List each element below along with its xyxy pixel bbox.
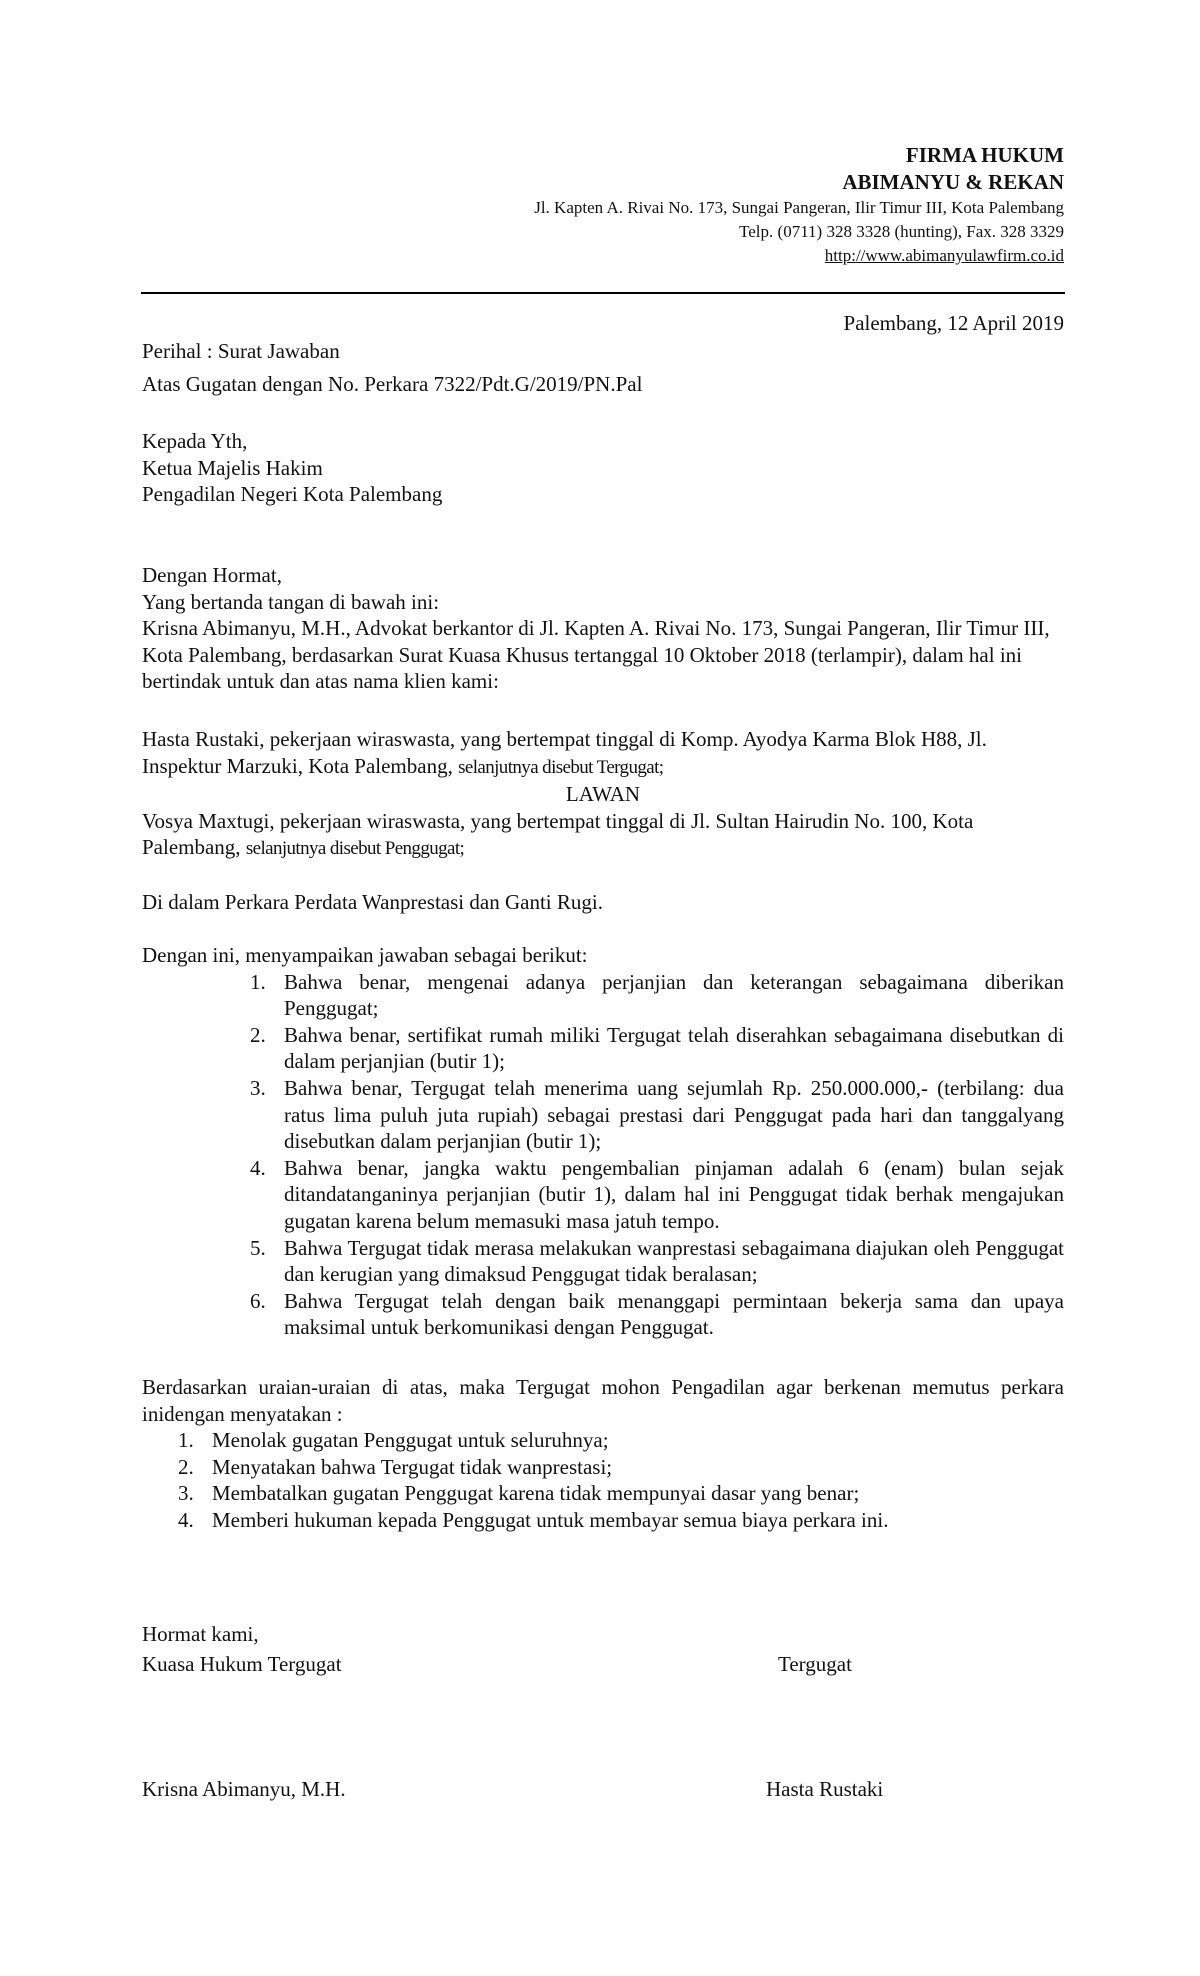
petition-number: 2. [178, 1454, 194, 1479]
answer-text: Bahwa benar, sertifikat rumah miliki Tergugat telah diserahkan sebagaimana disebutkan di dalam perjanjian (butir 1); [284, 1022, 1064, 1074]
greeting: Dengan Hormat, [142, 563, 282, 587]
recipient-block [142, 428, 1064, 508]
advocate-paragraph: Krisna Abimanyu, M.H., Advokat berkantor di Jl. Kapten A. Rivai No. 173, Sungai Pangeran, Ilir Timur III, Kota Palembang, berdasarkan Surat Kuasa Khusus tertanggal 10 Oktober 2018 (terlampir), dalam hal ini bertindak untuk dan atas nama klien kami: [142, 616, 1050, 694]
answers-intro: Dengan ini, menyampaikan jawaban sebagai berikut: [142, 943, 588, 967]
defendant-paragraph [142, 726, 1064, 781]
letterhead-divider [141, 292, 1065, 294]
firm-phone: Telp. (0711) 328 3328 (hunting), Fax. 328 3329 [739, 222, 1064, 241]
defendant-role: Tergugat [778, 1652, 852, 1676]
answer-text: Bahwa benar, Tergugat telah menerima uang sejumlah Rp. 250.000.000,- (terbilang: dua ratus lima puluh juta rupiah) sebagai prestasi dari Penggugat pada hari dan tanggalyang disebutkan dalam perjanjian (butir 1); [284, 1075, 1064, 1154]
opening-block [142, 562, 1064, 695]
petition-text: Menolak gugatan Penggugat untuk seluruhnya; [212, 1428, 609, 1453]
closing-regards: Hormat kami, [142, 1622, 259, 1646]
answer-number: 3. [250, 1075, 266, 1100]
petition-text: Memberi hukuman kepada Penggugat untuk membayar semua biaya perkara ini. [212, 1507, 889, 1532]
firm-address: Jl. Kapten A. Rivai No. 173, Sungai Pangeran, Ilir Timur III, Kota Palembang [534, 198, 1064, 217]
answer-item [250, 1155, 1064, 1235]
plaintiff-designation: selanjutnya disebut Penggugat; [245, 838, 465, 860]
defendant-signature [766, 1775, 883, 1803]
parties-block [142, 726, 1064, 863]
defendant-name: Hasta Rustaki [766, 1777, 884, 1801]
answer-text: Bahwa benar, jangka waktu pengembalian pinjaman adalah 6 (enam) bulan sejak ditandatanganinya perjanjian (butir 1), dalam hal ini Penggugat tidak berhak mengajukan gugatan karena belum memasuki masa jatuh tempo. [284, 1155, 1064, 1233]
plaintiff-paragraph [142, 808, 1064, 863]
petition-item [178, 1427, 1064, 1454]
petition-number: 4. [178, 1507, 194, 1532]
answer-item [250, 969, 1064, 1022]
answer-text: Bahwa Tergugat tidak merasa melakukan wanprestasi sebagaimana diajukan oleh Penggugat dan kerugian yang dimaksud Penggugat tidak beralasan; [284, 1235, 1064, 1287]
subject-block [142, 338, 1064, 397]
answer-number: 2. [250, 1022, 266, 1047]
recipient-salutation: Kepada Yth, [142, 429, 248, 453]
firm-type: FIRMA HUKUM [905, 143, 1064, 167]
defendant-designation: selanjutnya disebut Tergugat; [458, 756, 664, 778]
answer-item [250, 1075, 1064, 1155]
firm-website-link[interactable]: http://www.abimanyulawfirm.co.id [824, 246, 1064, 265]
answer-number: 1. [250, 969, 266, 994]
petition-text: Menyatakan bahwa Tergugat tidak wanprestasi; [212, 1454, 613, 1479]
answer-item [250, 1235, 1064, 1288]
counsel-name: Krisna Abimanyu, M.H. [142, 1777, 346, 1801]
plaintiff-details: Vosya Maxtugi, pekerjaan wiraswasta, yang bertempat tinggal di Jl. Sultan Hairudin No. 100, Kota Palembang, [142, 808, 974, 860]
case-type-block [142, 889, 1064, 916]
closing-left [142, 1620, 342, 1678]
answer-text: Bahwa benar, mengenai adanya perjanjian dan keterangan sebagaimana diberikan Penggugat; [284, 969, 1064, 1021]
petition-item [178, 1480, 1064, 1507]
counsel-signature [142, 1775, 346, 1803]
subject-case-number: Atas Gugatan dengan No. Perkara 7322/Pdt.G/2019/PN.Pal [142, 371, 643, 396]
petition-intro: Berdasarkan uraian-uraian di atas, maka Tergugat mohon Pengadilan agar berkenan memutus perkara inidengan menyatakan : [142, 1375, 1064, 1426]
recipient-title: Ketua Majelis Hakim [142, 455, 323, 480]
answer-item [250, 1022, 1064, 1075]
petition-list [178, 1427, 1064, 1533]
letterhead [534, 142, 1064, 268]
answer-number: 4. [250, 1155, 266, 1180]
case-type: Di dalam Perkara Perdata Wanprestasi dan Ganti Rugi. [142, 890, 603, 914]
answer-text: Bahwa Tergugat telah dengan baik menanggapi permintaan bekerja sama dan upaya maksimal untuk berkomunikasi dengan Penggugat. [284, 1288, 1064, 1340]
firm-name: ABIMANYU & REKAN [842, 170, 1064, 194]
letter-date: Palembang, 12 April 2019 [843, 311, 1064, 335]
answers-list [250, 969, 1064, 1341]
versus-label: LAWAN [565, 782, 641, 807]
answer-number: 5. [250, 1235, 266, 1260]
signatory-intro: Yang bertanda tangan di bawah ini: [142, 589, 440, 614]
answer-number: 6. [250, 1288, 266, 1313]
petition-block [142, 1374, 1064, 1534]
petition-item [178, 1454, 1064, 1481]
subject-line: Perihal : Surat Jawaban [142, 339, 340, 363]
closing-right [778, 1650, 852, 1678]
petition-text: Membatalkan gugatan Penggugat karena tidak mempunyai dasar yang benar; [212, 1481, 860, 1506]
answer-item [250, 1288, 1064, 1341]
defendant-details: Hasta Rustaki, pekerjaan wiraswasta, yang bertempat tinggal di Komp. Ayodya Karma Blok H88, Jl. Inspektur Marzuki, Kota Palembang, [142, 727, 987, 778]
counsel-role: Kuasa Hukum Tergugat [142, 1652, 342, 1676]
petition-item [178, 1507, 1064, 1534]
petition-number: 1. [178, 1428, 194, 1453]
petition-number: 3. [178, 1481, 194, 1506]
recipient-court: Pengadilan Negeri Kota Palembang [142, 482, 443, 507]
answers-block [142, 942, 1064, 1341]
